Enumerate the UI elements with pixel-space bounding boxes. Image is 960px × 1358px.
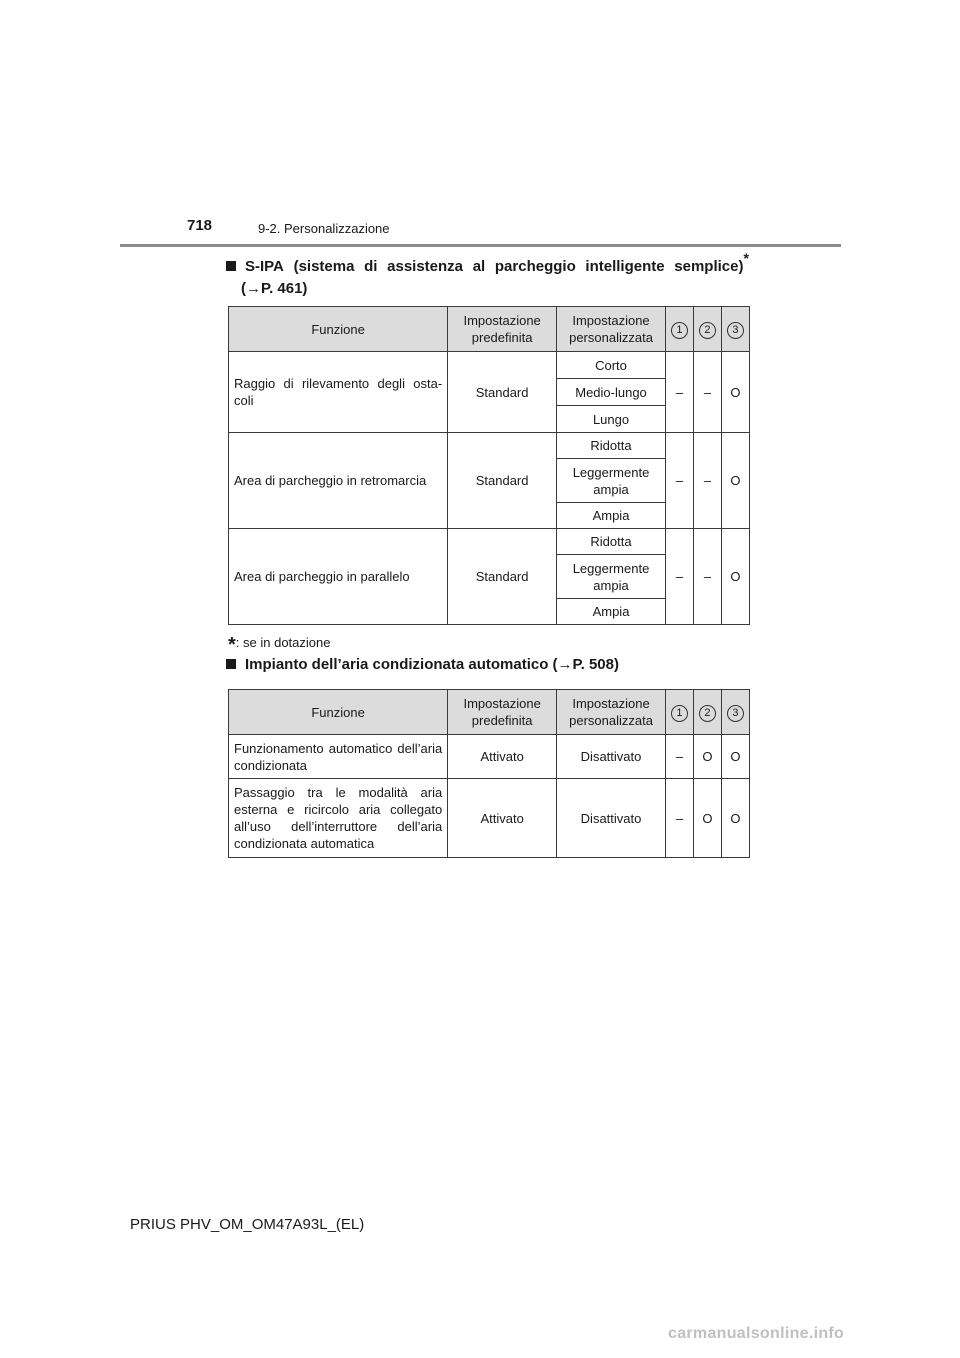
cell-option: Ampia: [557, 503, 666, 529]
cell-option: Medio-lungo: [557, 379, 666, 406]
section1-heading: [226, 250, 749, 300]
cell-mark-2: –: [693, 433, 721, 529]
table-row: [229, 529, 750, 555]
title-word: al: [472, 258, 486, 275]
cell-mark-1: –: [665, 529, 693, 625]
page-number: 718: [187, 217, 213, 234]
footnote: [228, 630, 331, 656]
cell-mark-1: –: [665, 433, 693, 529]
number-2-icon: 2: [699, 705, 716, 722]
cell-option: Ridotta: [557, 433, 666, 459]
cell-option: Lungo: [557, 406, 666, 433]
document-code: PRIUS PHV_OM_OM47A93L_(EL): [130, 1216, 365, 1233]
cell-mark-2: O: [693, 735, 721, 779]
cell-personalizzata: Disattivato: [557, 735, 666, 779]
section2-title: Impianto dell’aria condizionata automatico (→P. 508): [245, 656, 619, 673]
square-bullet-icon: [226, 261, 236, 271]
table-row: [229, 735, 750, 779]
title-word: di: [364, 258, 378, 275]
header-col-1: [665, 307, 693, 352]
number-1-icon: 1: [671, 705, 688, 722]
cell-mark-3: O: [721, 433, 749, 529]
header-col-3: [721, 690, 749, 735]
section2-heading: [226, 656, 619, 673]
title-word: intelligente: [585, 258, 665, 275]
header-col-1: [665, 690, 693, 735]
cell-mark-3: O: [721, 735, 749, 779]
square-bullet-icon: [226, 659, 236, 669]
cell-predefinita: Standard: [448, 433, 557, 529]
title-word: parcheggio: [494, 258, 576, 275]
section1-reference[interactable]: (→P. 461): [241, 280, 308, 297]
cell-funzione: Raggio di rilevamento degli osta-coli: [229, 352, 448, 433]
table-row: [229, 352, 750, 379]
watermark: carmanualsonline.info: [668, 1325, 845, 1342]
header-col-2: [693, 307, 721, 352]
number-3-icon: 3: [727, 705, 744, 722]
cell-mark-2: –: [693, 529, 721, 625]
header-predefinita: Impostazione predefinita: [448, 690, 557, 735]
cell-mark-1: –: [665, 735, 693, 779]
cell-mark-1: –: [665, 352, 693, 433]
cell-predefinita: Standard: [448, 529, 557, 625]
cell-personalizzata: Disattivato: [557, 779, 666, 858]
cell-mark-2: O: [693, 779, 721, 858]
title-word: assistenza: [387, 258, 464, 275]
cell-funzione: Funzionamento automatico dell’aria condizionata: [229, 735, 448, 779]
cell-mark-3: O: [721, 352, 749, 433]
footnote-star: *: [228, 634, 236, 656]
cell-option: Leggermente ampia: [557, 459, 666, 503]
table-header-row: [229, 690, 750, 735]
header-personalizzata: Impostazione personalizzata: [557, 690, 666, 735]
title-word: semplice): [674, 258, 744, 275]
cell-option: Corto: [557, 352, 666, 379]
cell-predefinita: Attivato: [448, 779, 557, 858]
cell-mark-2: –: [693, 352, 721, 433]
section-label: 9-2. Personalizzazione: [258, 221, 390, 236]
cell-predefinita: Standard: [448, 352, 557, 433]
number-1-icon: 1: [671, 322, 688, 339]
header-rule: [120, 244, 841, 247]
table-row: [229, 779, 750, 858]
header-funzione: Funzione: [229, 307, 448, 352]
cell-option: Ridotta: [557, 529, 666, 555]
air-conditioning-settings-table: [228, 689, 750, 858]
number-3-icon: 3: [727, 322, 744, 339]
cell-mark-1: –: [665, 779, 693, 858]
header-col-2: [693, 690, 721, 735]
cell-funzione: Area di parcheggio in retromarcia: [229, 433, 448, 529]
s-ipa-settings-table: [228, 306, 750, 625]
header-predefinita: Impostazione predefinita: [448, 307, 557, 352]
cell-mark-3: O: [721, 529, 749, 625]
title-word: S-IPA: [245, 258, 284, 275]
cell-funzione: Area di parcheggio in parallelo: [229, 529, 448, 625]
number-2-icon: 2: [699, 322, 716, 339]
header-col-3: [721, 307, 749, 352]
header-funzione: Funzione: [229, 690, 448, 735]
table-row: [229, 433, 750, 459]
title-word: (sistema: [293, 258, 355, 275]
cell-funzione: Passaggio tra le modalità aria esterna e ricircolo aria collegato all’uso dell’interruttore dell’aria condizionata automatica: [229, 779, 448, 858]
footnote-text: : se in dotazione: [235, 635, 331, 650]
cell-option: Leggermente ampia: [557, 555, 666, 599]
cell-mark-3: O: [721, 779, 749, 858]
cell-predefinita: Attivato: [448, 735, 557, 779]
footnote-star: *: [743, 250, 749, 266]
cell-option: Ampia: [557, 599, 666, 625]
table-header-row: [229, 307, 750, 352]
header-personalizzata: Impostazione personalizzata: [557, 307, 666, 352]
